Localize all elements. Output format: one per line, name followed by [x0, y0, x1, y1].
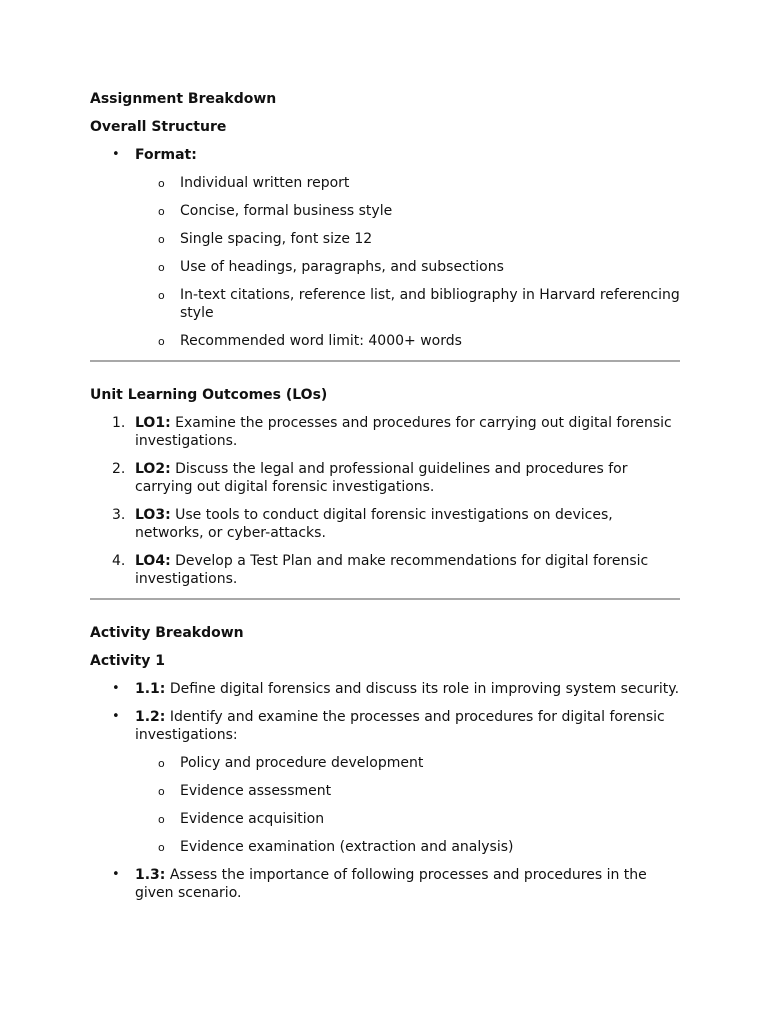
format-bullet-list [90, 146, 680, 350]
activity-label: 1.3: [135, 867, 166, 883]
format-sub-list [135, 174, 680, 350]
lo-text: Examine the processes and procedures for carrying out digital forensic investigations. [135, 415, 672, 449]
list-item [135, 782, 680, 800]
format-item-text: Single spacing, font size 12 [180, 231, 373, 247]
list-item-lo4 [90, 552, 680, 588]
format-item-text: Concise, formal business style [180, 203, 393, 219]
activity-1-2-sub-list [135, 754, 680, 856]
lo-label: LO3: [135, 507, 171, 523]
circle-marker: o [158, 261, 165, 274]
list-item [135, 838, 680, 856]
sub-item-text: Evidence assessment [180, 783, 332, 799]
activity-1-list [90, 680, 680, 902]
bullet-marker: • [112, 681, 120, 696]
format-item-text: Recommended word limit: 4000+ words [180, 333, 462, 349]
list-number: 2. [112, 461, 126, 477]
list-item-lo3 [90, 506, 680, 542]
horizontal-divider [90, 598, 680, 600]
list-item [135, 810, 680, 828]
bullet-marker: • [112, 867, 120, 882]
lo-label: LO4: [135, 553, 171, 569]
list-number: 4. [112, 553, 126, 569]
lo-text: Use tools to conduct digital forensic investigations on devices, networks, or cyber-attacks. [135, 507, 613, 541]
circle-marker: o [158, 813, 165, 826]
sub-item-text: Evidence acquisition [180, 811, 325, 827]
list-number: 3. [112, 507, 126, 523]
activity-1-heading: Activity 1 [90, 653, 165, 669]
lo-text: Discuss the legal and professional guidelines and procedures for carrying out digital forensic investigations. [135, 461, 628, 495]
list-item-1-1 [90, 680, 680, 698]
activity-label: 1.1: [135, 681, 166, 697]
list-number: 1. [112, 415, 126, 431]
format-item-text: Use of headings, paragraphs, and subsections [180, 259, 504, 275]
list-item [135, 230, 680, 248]
learning-outcomes-list [90, 414, 680, 588]
activity-text: Define digital forensics and discuss its role in improving system security. [165, 681, 680, 697]
list-item [135, 258, 680, 276]
list-item [135, 332, 680, 350]
format-label: Format: [135, 147, 197, 163]
activity-label: 1.2: [135, 709, 166, 725]
circle-marker: o [158, 335, 165, 348]
activity-text: Assess the importance of following processes and procedures in the given scenario. [135, 867, 647, 901]
document-title: Assignment Breakdown [90, 91, 277, 107]
format-item-text: In-text citations, reference list, and bibliography in Harvard referencing style [180, 287, 680, 321]
list-item [135, 202, 680, 220]
horizontal-divider [90, 360, 680, 362]
section-heading-overall-structure: Overall Structure [90, 119, 227, 135]
list-item-lo2 [90, 460, 680, 496]
section-heading-learning-outcomes: Unit Learning Outcomes (LOs) [90, 387, 328, 403]
sub-item-text: Policy and procedure development [180, 755, 424, 771]
document-body [90, 90, 680, 912]
bullet-marker: • [112, 709, 120, 724]
circle-marker: o [158, 841, 165, 854]
sub-item-text: Evidence examination (extraction and analysis) [180, 839, 514, 855]
lo-label: LO2: [135, 461, 171, 477]
list-item-1-3 [90, 866, 680, 902]
circle-marker: o [158, 289, 165, 302]
circle-marker: o [158, 233, 165, 246]
list-item-format [90, 146, 680, 350]
list-item [135, 286, 680, 322]
bullet-marker: • [112, 147, 120, 162]
list-item-lo1 [90, 414, 680, 450]
section-heading-activity-breakdown: Activity Breakdown [90, 625, 244, 641]
circle-marker: o [158, 785, 165, 798]
circle-marker: o [158, 177, 165, 190]
circle-marker: o [158, 757, 165, 770]
list-item [135, 174, 680, 192]
list-item [135, 754, 680, 772]
lo-text: Develop a Test Plan and make recommendations for digital forensic investigations. [135, 553, 649, 587]
list-item-1-2 [90, 708, 680, 856]
circle-marker: o [158, 205, 165, 218]
activity-text: Identify and examine the processes and procedures for digital forensic investigations: [135, 709, 665, 743]
lo-label: LO1: [135, 415, 171, 431]
format-item-text: Individual written report [180, 175, 350, 191]
